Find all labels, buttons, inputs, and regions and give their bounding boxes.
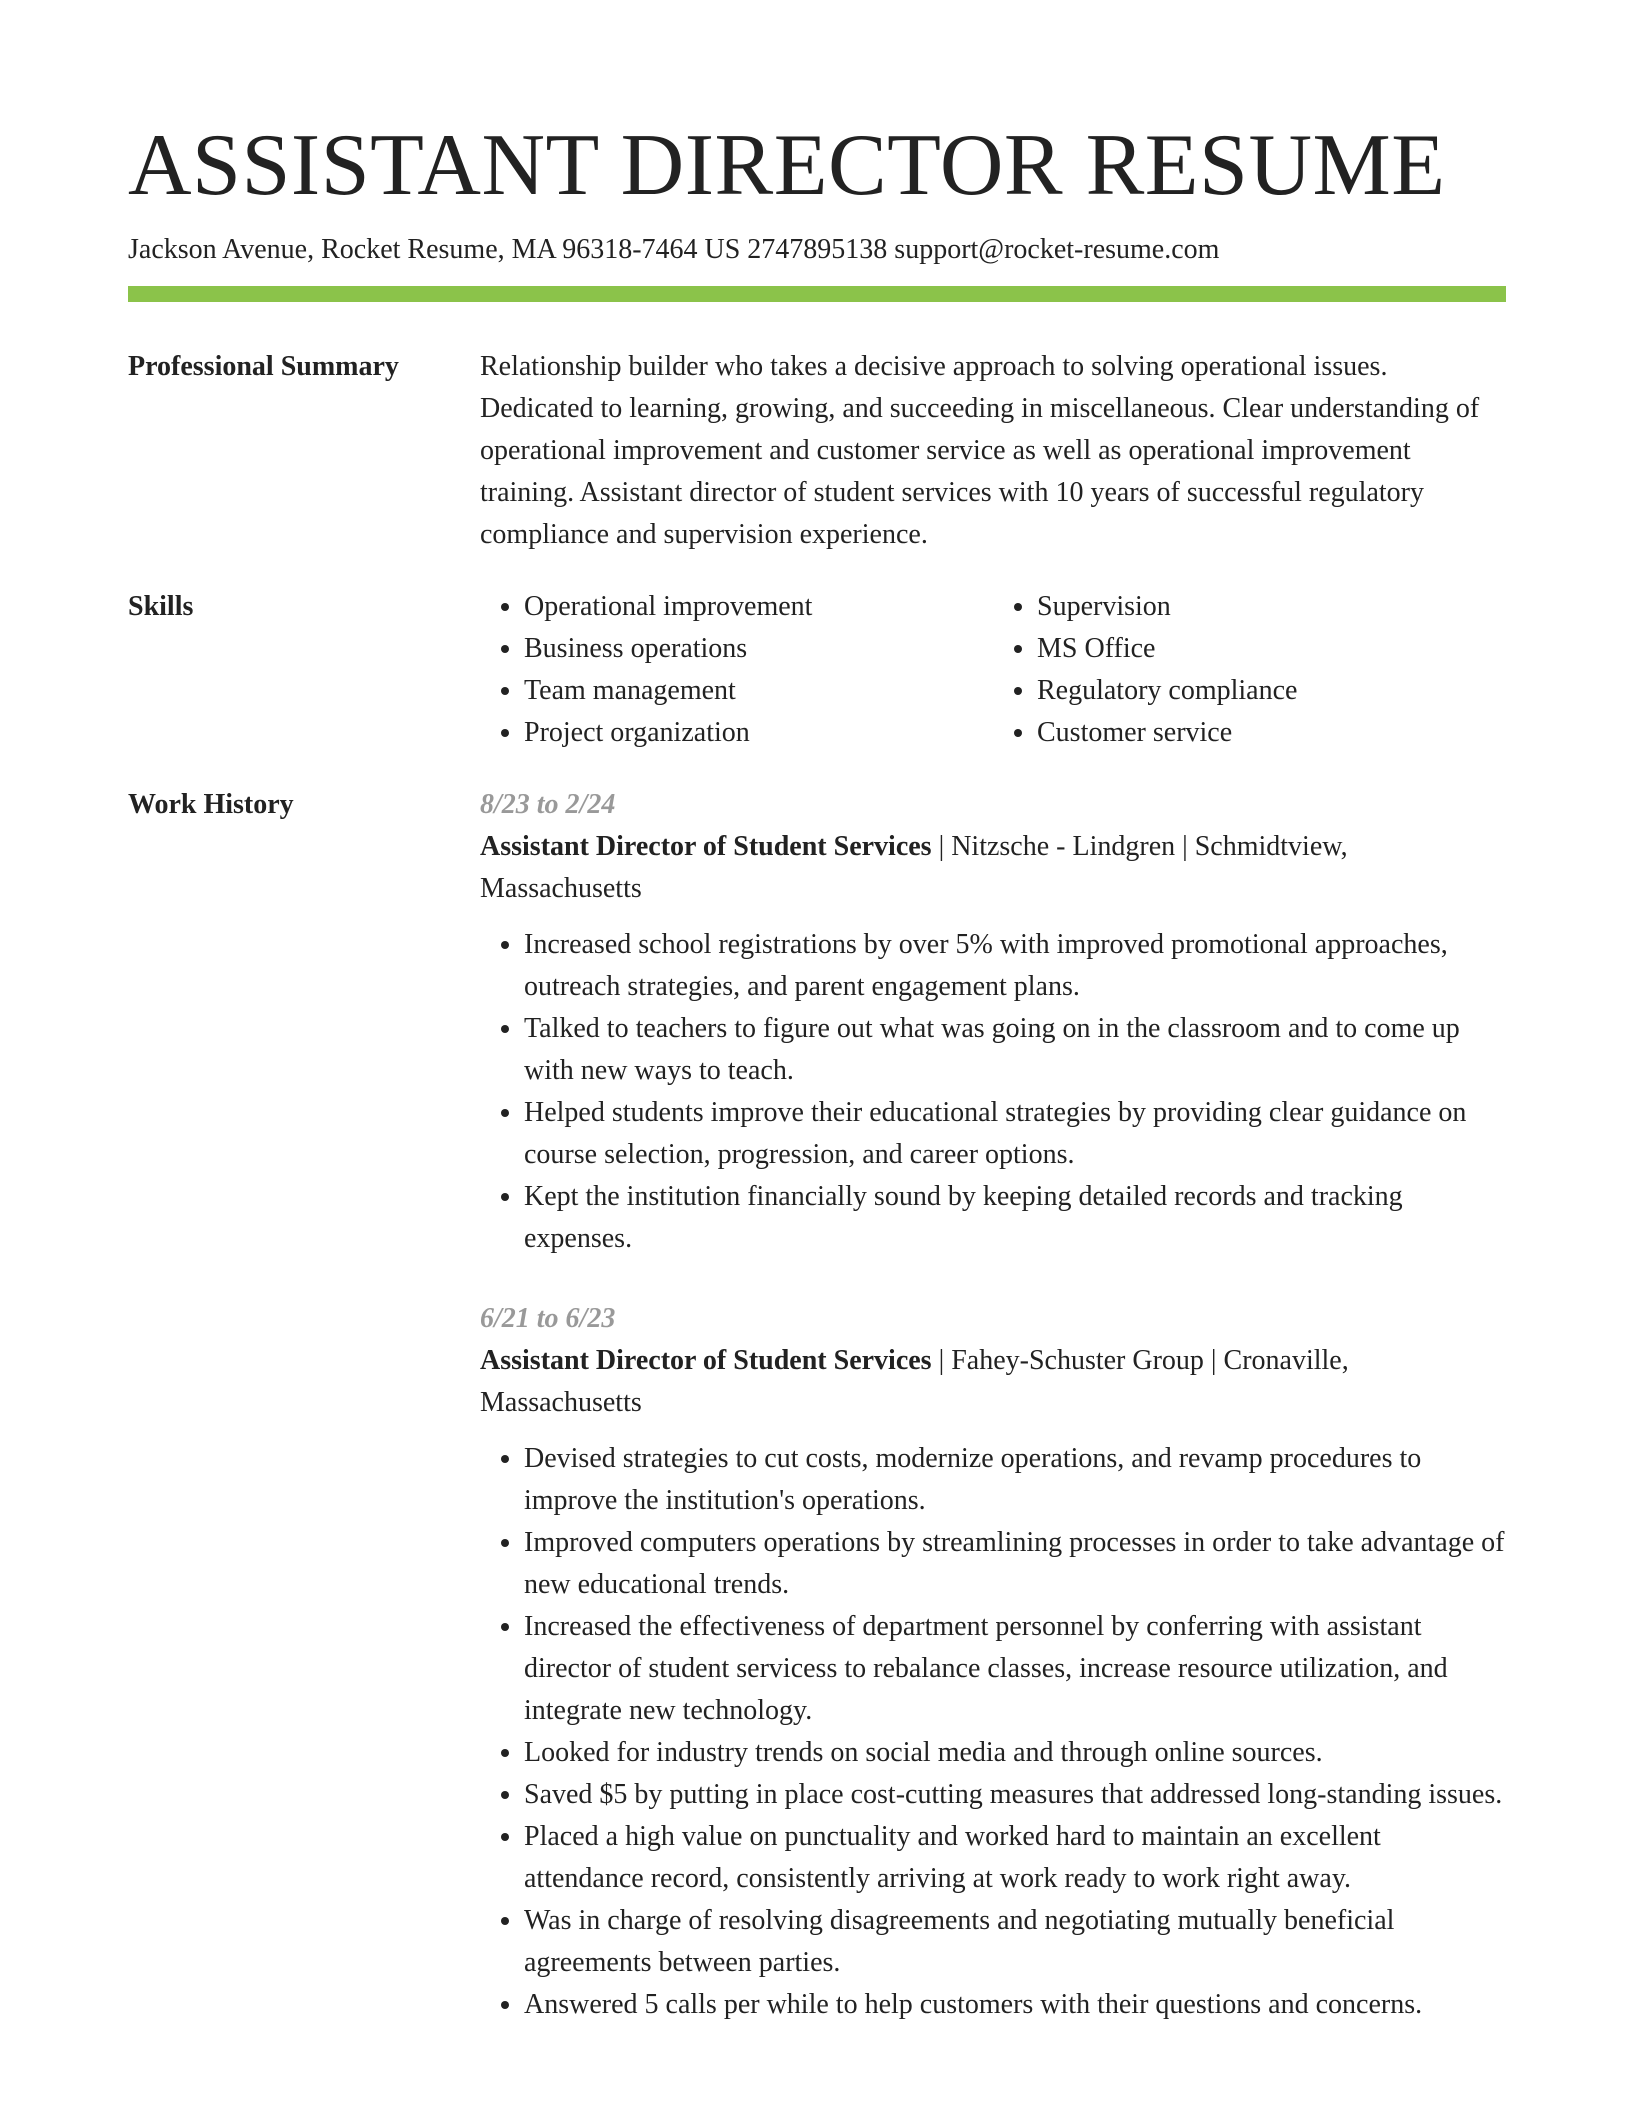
- summary-body: [480, 346, 1506, 556]
- work-label: Work History: [128, 789, 294, 820]
- job-entry: [480, 1298, 1506, 2026]
- skills-list-right: [993, 586, 1506, 754]
- job-bullets: [480, 1438, 1506, 2026]
- skills-body: [480, 586, 1506, 754]
- job-bullet: • Improved computers operations by streamlining processes in order to take advantage of new educational trends.: [524, 1522, 1506, 1606]
- skill-item: • MS Office: [1037, 628, 1506, 670]
- job-bullet: • Saved $5 by putting in place cost-cutting measures that addressed long-standing issues.: [524, 1774, 1506, 1816]
- job-bullet: • Answered 5 calls per while to help customers with their questions and concerns.: [524, 1984, 1506, 2026]
- skill-item: • Project organization: [524, 712, 993, 754]
- resume-title: ASSISTANT DIRECTOR RESUME: [128, 117, 1446, 214]
- job-bullet: • Kept the institution financially sound by keeping detailed records and tracking expenses.: [524, 1176, 1506, 1260]
- job-bullet: • Was in charge of resolving disagreements and negotiating mutually beneficial agreements between parties.: [524, 1900, 1506, 1984]
- job-bullet: • Devised strategies to cut costs, modernize operations, and revamp procedures to improve the institution's operations.: [524, 1438, 1506, 1522]
- job-entry: [480, 784, 1506, 1260]
- job-title: Assistant Director of Student Services: [480, 831, 932, 862]
- job-bullet: • Talked to teachers to figure out what was going on in the classroom and to come up with new ways to teach.: [524, 1008, 1506, 1092]
- skills-list-left: [480, 586, 993, 754]
- skill-item: • Operational improvement: [524, 586, 993, 628]
- job-bullet: • Increased school registrations by over 5% with improved promotional approaches, outreach strategies, and parent engagement plans.: [524, 924, 1506, 1008]
- job-bullets: [480, 924, 1506, 1260]
- job-date: 8/23 to 2/24: [480, 789, 616, 820]
- job-title: Assistant Director of Student Services: [480, 1345, 932, 1376]
- accent-divider: [128, 286, 1506, 302]
- job-date: 6/21 to 6/23: [480, 1303, 616, 1334]
- job-bullet: • Helped students improve their educational strategies by providing clear guidance on course selection, progression, and career options.: [524, 1092, 1506, 1176]
- job-bullet: • Placed a high value on punctuality and worked hard to maintain an excellent attendance record, consistently arriving at work ready to work right away.: [524, 1816, 1506, 1900]
- contact-line: Jackson Avenue, Rocket Resume, MA 96318-7464 US 2747895138 support@rocket-resume.com: [128, 234, 1220, 265]
- skill-item: • Team management: [524, 670, 993, 712]
- job-bullet: • Looked for industry trends on social media and through online sources.: [524, 1732, 1506, 1774]
- skill-item: • Business operations: [524, 628, 993, 670]
- job-bullet: • Increased the effectiveness of department personnel by conferring with assistant director of student servicess to rebalance classes, increase resource utilization, and integrate new technology.: [524, 1606, 1506, 1732]
- job-details: | Nitzsche - Lindgren | Schmidtview, Massachusetts: [480, 831, 1348, 904]
- skills-label: Skills: [128, 591, 194, 622]
- skill-item: • Customer service: [1037, 712, 1506, 754]
- summary-label: Professional Summary: [128, 351, 399, 382]
- work-body: [480, 784, 1506, 2064]
- job-heading: [480, 1340, 1506, 1424]
- job-heading: [480, 826, 1506, 910]
- skill-item: • Supervision: [1037, 586, 1506, 628]
- job-details: | Fahey-Schuster Group | Cronaville, Massachusetts: [480, 1345, 1349, 1418]
- summary-text: Relationship builder who takes a decisive approach to solving operational issues. Dedicated to learning, growing, and succeeding in miscellaneous. Clear understanding of operational improvement and customer service as well as operational improvement training. Assistant director of student services with 10 years of successful regulatory compliance and supervision experience.: [480, 351, 1480, 550]
- skill-item: • Regulatory compliance: [1037, 670, 1506, 712]
